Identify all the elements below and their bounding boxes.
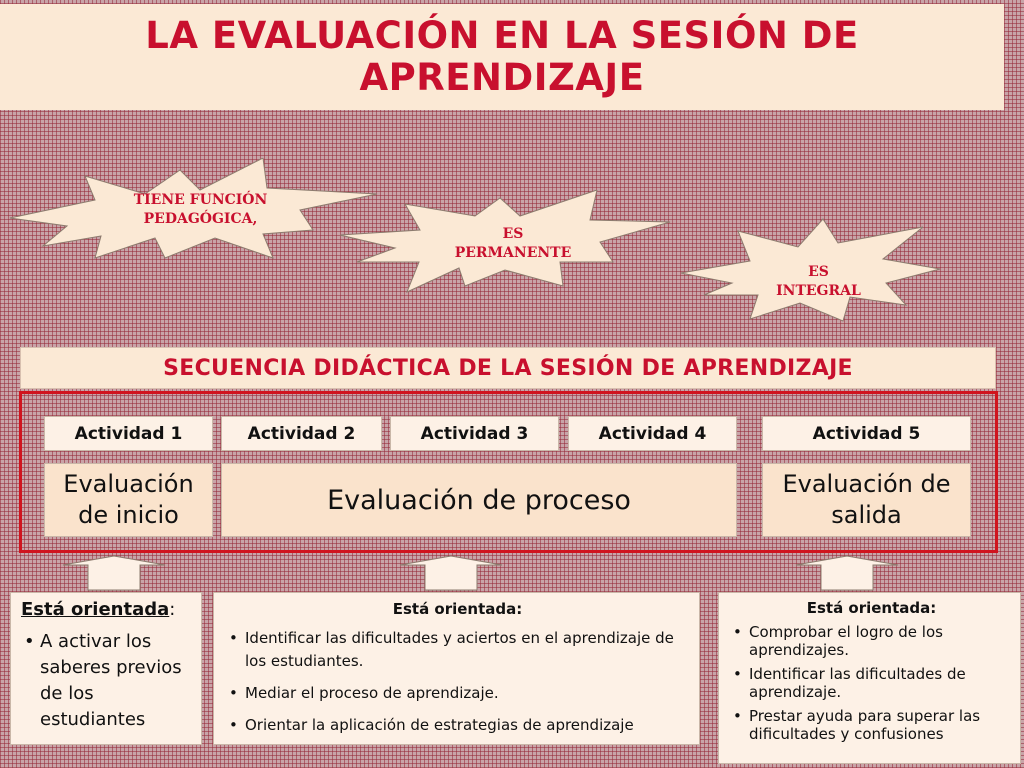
orientation-list <box>731 623 1012 743</box>
sequence-header <box>20 347 996 389</box>
burst-line: INTEGRAL <box>776 283 861 299</box>
activity-5 <box>762 416 971 451</box>
evaluation-label: Evaluación de inicio <box>63 470 194 529</box>
list-item: • A activar los saberes previos de los estudiantes <box>40 629 193 733</box>
up-arrow-icon <box>62 555 166 595</box>
burst-line: PEDAGÓGICA, <box>143 211 258 227</box>
burst-integral <box>678 213 943 323</box>
burst-line: ES <box>502 226 524 242</box>
up-arrow-icon <box>399 555 503 595</box>
list-item: • Comprobar el logro de los aprendizajes. <box>749 623 1012 659</box>
burst-line: TIENE FUNCIÓN <box>133 192 268 208</box>
title-banner <box>0 4 1004 110</box>
orientation-list <box>226 627 689 737</box>
burst-line: PERMANENTE <box>454 245 572 261</box>
orientation-salida <box>718 592 1021 764</box>
evaluation-proceso <box>221 463 737 537</box>
list-item: • Orientar la aplicación de estrategias de aprendizaje <box>245 714 689 737</box>
evaluation-inicio <box>44 463 213 537</box>
activity-label: Actividad 2 <box>247 423 356 444</box>
sequence-title: SECUENCIA DIDÁCTICA DE LA SESIÓN DE APRENDIZAJE <box>163 355 853 381</box>
activity-2 <box>221 416 382 451</box>
orientation-heading: Está orientada: <box>392 600 523 618</box>
evaluation-label: Evaluación de proceso <box>327 484 631 516</box>
evaluation-salida <box>762 463 971 537</box>
activity-label: Actividad 3 <box>420 423 529 444</box>
activity-4 <box>568 416 737 451</box>
list-item: • Prestar ayuda para superar las dificultades y confusiones <box>749 707 1012 743</box>
activity-3 <box>390 416 559 451</box>
burst-permanente <box>335 190 675 294</box>
burst-line: ES <box>808 264 829 280</box>
up-arrow-icon <box>795 555 899 595</box>
activity-1 <box>44 416 213 451</box>
page-title: LA EVALUACIÓN EN LA SESIÓN DE APRENDIZAJE <box>145 14 859 99</box>
orientation-heading: Está orientada: <box>21 599 176 620</box>
activity-label: Actividad 5 <box>812 423 921 444</box>
orientation-inicio <box>10 592 202 745</box>
orientation-heading: Está orientada: <box>806 599 937 617</box>
activity-label: Actividad 1 <box>74 423 183 444</box>
activity-label: Actividad 4 <box>598 423 707 444</box>
orientation-list <box>21 629 193 733</box>
burst-funcion-pedagogica <box>5 158 380 262</box>
evaluation-label: Evaluación de salida <box>782 470 951 529</box>
list-item: • Identificar las dificultades y aciertos en el aprendizaje de los estudiantes. <box>245 627 689 673</box>
list-item: • Identificar las dificultades de aprendizaje. <box>749 665 1012 701</box>
orientation-proceso <box>213 592 700 745</box>
list-item: • Mediar el proceso de aprendizaje. <box>245 682 689 705</box>
